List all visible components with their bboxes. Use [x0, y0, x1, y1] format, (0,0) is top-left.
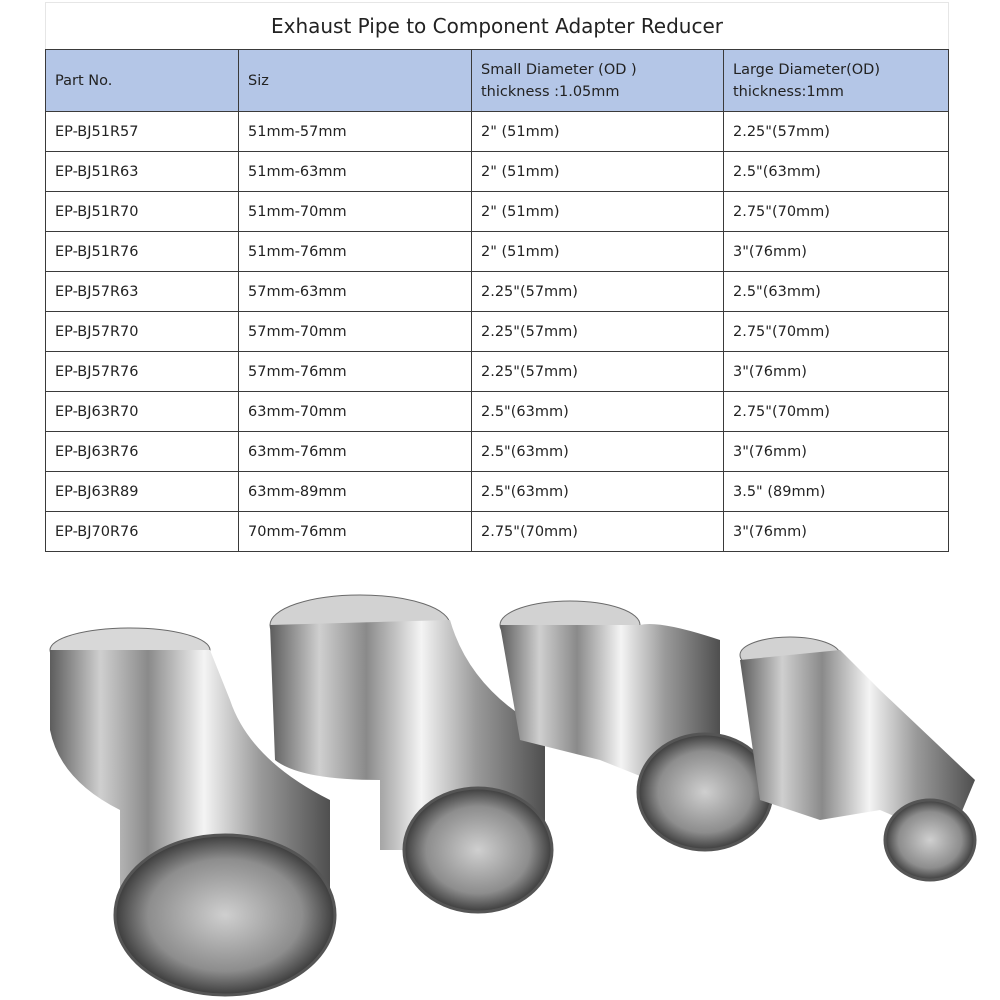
- header-size: Siz: [239, 50, 472, 112]
- size-cell: 70mm-76mm: [239, 512, 472, 552]
- table-row: [46, 312, 949, 352]
- part-no-cell: EP-BJ63R70: [46, 392, 239, 432]
- part-no-cell: EP-BJ70R76: [46, 512, 239, 552]
- header-part-no: Part No.: [46, 50, 239, 112]
- table-row: [46, 512, 949, 552]
- spec-table: [45, 2, 949, 552]
- header-large-diameter: [724, 50, 949, 112]
- part-no-cell: EP-BJ51R70: [46, 192, 239, 232]
- small-diameter-cell: 2" (51mm): [472, 232, 724, 272]
- part-no-cell: EP-BJ57R76: [46, 352, 239, 392]
- header-small-diameter: [472, 50, 724, 112]
- part-no-cell: EP-BJ51R57: [46, 112, 239, 152]
- reducer-adapter-icon: [740, 637, 975, 880]
- part-no-cell: EP-BJ63R76: [46, 432, 239, 472]
- part-no-cell: EP-BJ51R76: [46, 232, 239, 272]
- part-no-cell: EP-BJ57R63: [46, 272, 239, 312]
- size-cell: 51mm-57mm: [239, 112, 472, 152]
- small-diameter-cell: 2.25"(57mm): [472, 272, 724, 312]
- header-large-thickness: thickness:1mm: [733, 83, 844, 100]
- size-cell: 57mm-70mm: [239, 312, 472, 352]
- part-no-cell: EP-BJ63R89: [46, 472, 239, 512]
- large-diameter-cell: 2.75"(70mm): [724, 312, 949, 352]
- size-cell: 57mm-63mm: [239, 272, 472, 312]
- large-diameter-cell: 2.25"(57mm): [724, 112, 949, 152]
- header-large-diameter-label: Large Diameter(OD): [733, 61, 880, 78]
- table-row: [46, 272, 949, 312]
- small-diameter-cell: 2.75"(70mm): [472, 512, 724, 552]
- title-row: [46, 3, 949, 50]
- large-diameter-cell: 3"(76mm): [724, 512, 949, 552]
- large-diameter-cell: 3"(76mm): [724, 232, 949, 272]
- small-diameter-cell: 2.5"(63mm): [472, 392, 724, 432]
- table-row: [46, 352, 949, 392]
- part-no-cell: EP-BJ57R70: [46, 312, 239, 352]
- table-row: [46, 192, 949, 232]
- large-diameter-cell: 2.5"(63mm): [724, 272, 949, 312]
- large-diameter-cell: 3"(76mm): [724, 432, 949, 472]
- product-photo: [0, 580, 1000, 1000]
- table-title: Exhaust Pipe to Component Adapter Reducer: [46, 3, 949, 50]
- small-diameter-cell: 2" (51mm): [472, 152, 724, 192]
- header-small-thickness: thickness :1.05mm: [481, 83, 620, 100]
- header-small-diameter-label: Small Diameter (OD ): [481, 61, 637, 78]
- small-diameter-cell: 2" (51mm): [472, 112, 724, 152]
- table-row: [46, 472, 949, 512]
- table-row: [46, 432, 949, 472]
- size-cell: 51mm-70mm: [239, 192, 472, 232]
- header-row: [46, 50, 949, 112]
- table-row: [46, 152, 949, 192]
- large-diameter-cell: 3.5" (89mm): [724, 472, 949, 512]
- large-diameter-cell: 3"(76mm): [724, 352, 949, 392]
- small-diameter-cell: 2.25"(57mm): [472, 352, 724, 392]
- small-diameter-cell: 2.5"(63mm): [472, 432, 724, 472]
- part-no-cell: EP-BJ51R63: [46, 152, 239, 192]
- small-diameter-cell: 2" (51mm): [472, 192, 724, 232]
- table-row: [46, 112, 949, 152]
- small-diameter-cell: 2.25"(57mm): [472, 312, 724, 352]
- size-cell: 51mm-76mm: [239, 232, 472, 272]
- size-cell: 57mm-76mm: [239, 352, 472, 392]
- size-cell: 51mm-63mm: [239, 152, 472, 192]
- table-row: [46, 232, 949, 272]
- large-diameter-cell: 2.75"(70mm): [724, 192, 949, 232]
- size-cell: 63mm-70mm: [239, 392, 472, 432]
- table-body: [46, 112, 949, 552]
- size-cell: 63mm-89mm: [239, 472, 472, 512]
- size-cell: 63mm-76mm: [239, 432, 472, 472]
- small-diameter-cell: 2.5"(63mm): [472, 472, 724, 512]
- large-diameter-cell: 2.75"(70mm): [724, 392, 949, 432]
- large-diameter-cell: 2.5"(63mm): [724, 152, 949, 192]
- table-row: [46, 392, 949, 432]
